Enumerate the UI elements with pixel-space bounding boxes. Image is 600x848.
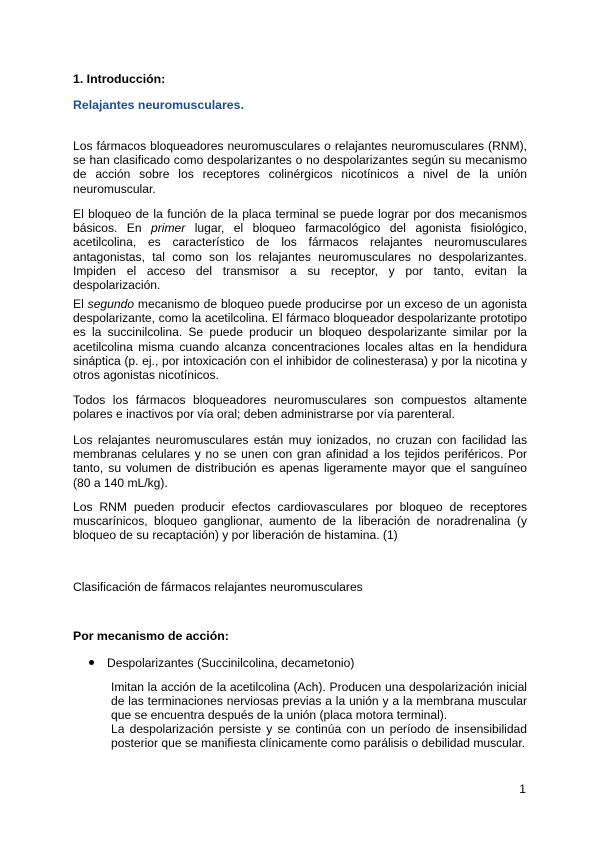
paragraph-mechanisms-part2: lugar, el bloqueo farmacológico del agonista fisiológico, acetilcolina, es característico de los fármacos relajantes neuromusculares antagonistas, tal como son los relajantes neuromusculares no despolarizantes. Impiden el acceso del transmisor a su receptor, y por tanto, evitan la despolarización. (73, 221, 527, 293)
paragraph-mechanisms (73, 207, 527, 292)
paragraph-second-mechanism (73, 297, 527, 382)
page-number: 1 (519, 782, 526, 796)
paragraph-polarity: Todos los fármacos bloqueadores neuromusculares son compuestos altamente polares e inactivos por vía oral; deben administrarse por vía parenteral. (73, 393, 527, 422)
paragraph-mechanisms-part1: El bloqueo de la función de la placa terminal se puede lograr por dos mecanismos básicos. En (73, 207, 527, 236)
section-title: 1. Introducción: (73, 72, 166, 86)
mechanism-heading: Por mecanismo de acción: (73, 629, 229, 643)
paragraph-second-part2: mecanismo de bloqueo puede producirse por un exceso de un agonista despolarizante, como la acetilcolina. El fármaco bloqueador despolarizante prototipo es la succinilcolina. Se puede producir un bloqueo despolarizante similar por la acetilcolina misma cuando alcanza concentraciones locales altas en la hendidura sináptica (p. ej., por intoxicación con el inhibidor de colinesterasa) y por la nicotina y otros agonistas nicotínicos. (73, 297, 527, 383)
paragraph-ionization: Los relajantes neuromusculares están muy ionizados, no cruzan con facilidad las membranas celulares y no se unen con gran afinidad a los tejidos periféricos. Por tanto, su volumen de distribución es apenas ligeramente mayor que el sanguíneo (80 a 140 mL/kg). (73, 433, 527, 490)
bullet-label: Despolarizantes (Succinilcolina, decametonio) (107, 656, 355, 670)
subtitle: Relajantes neuromusculares. (73, 98, 244, 112)
bullet-description: Imitan la acción de la acetilcolina (Ach). Producen una despolarización inicial de las terminaciones nerviosas previas a la unión y a la membrana muscular que se encuentra después de la unión (placa motora terminal). (111, 680, 527, 723)
bullet-item (89, 656, 354, 670)
bullet-description-2: La despolarización persiste y se continúa con un período de insensibilidad posterior que se manifiesta clínicamente como parálisis o debilidad muscular. (111, 722, 527, 751)
paragraph-cardiovascular: Los RNM pueden producir efectos cardiovasculares por bloqueo de receptores muscarínicos, bloqueo ganglionar, aumento de la liberación de noradrenalina (y bloqueo de su recaptación) y por liberación de histamina. (1) (73, 500, 527, 543)
bullet-icon (89, 660, 94, 665)
emphasis-segundo: segundo (87, 297, 135, 311)
paragraph-intro: Los fármacos bloqueadores neuromusculares o relajantes neuromusculares (RNM), se han clasificado como despolarizantes o no despolarizantes según su mecanismo de acción sobre los receptores colinérgicos nicotínicos a nivel de la unión neuromuscular. (73, 139, 527, 196)
paragraph-second-part1: El (73, 297, 88, 311)
emphasis-primer: primer (151, 221, 186, 236)
classification-caption: Clasificación de fármacos relajantes neuromusculares (73, 580, 363, 594)
